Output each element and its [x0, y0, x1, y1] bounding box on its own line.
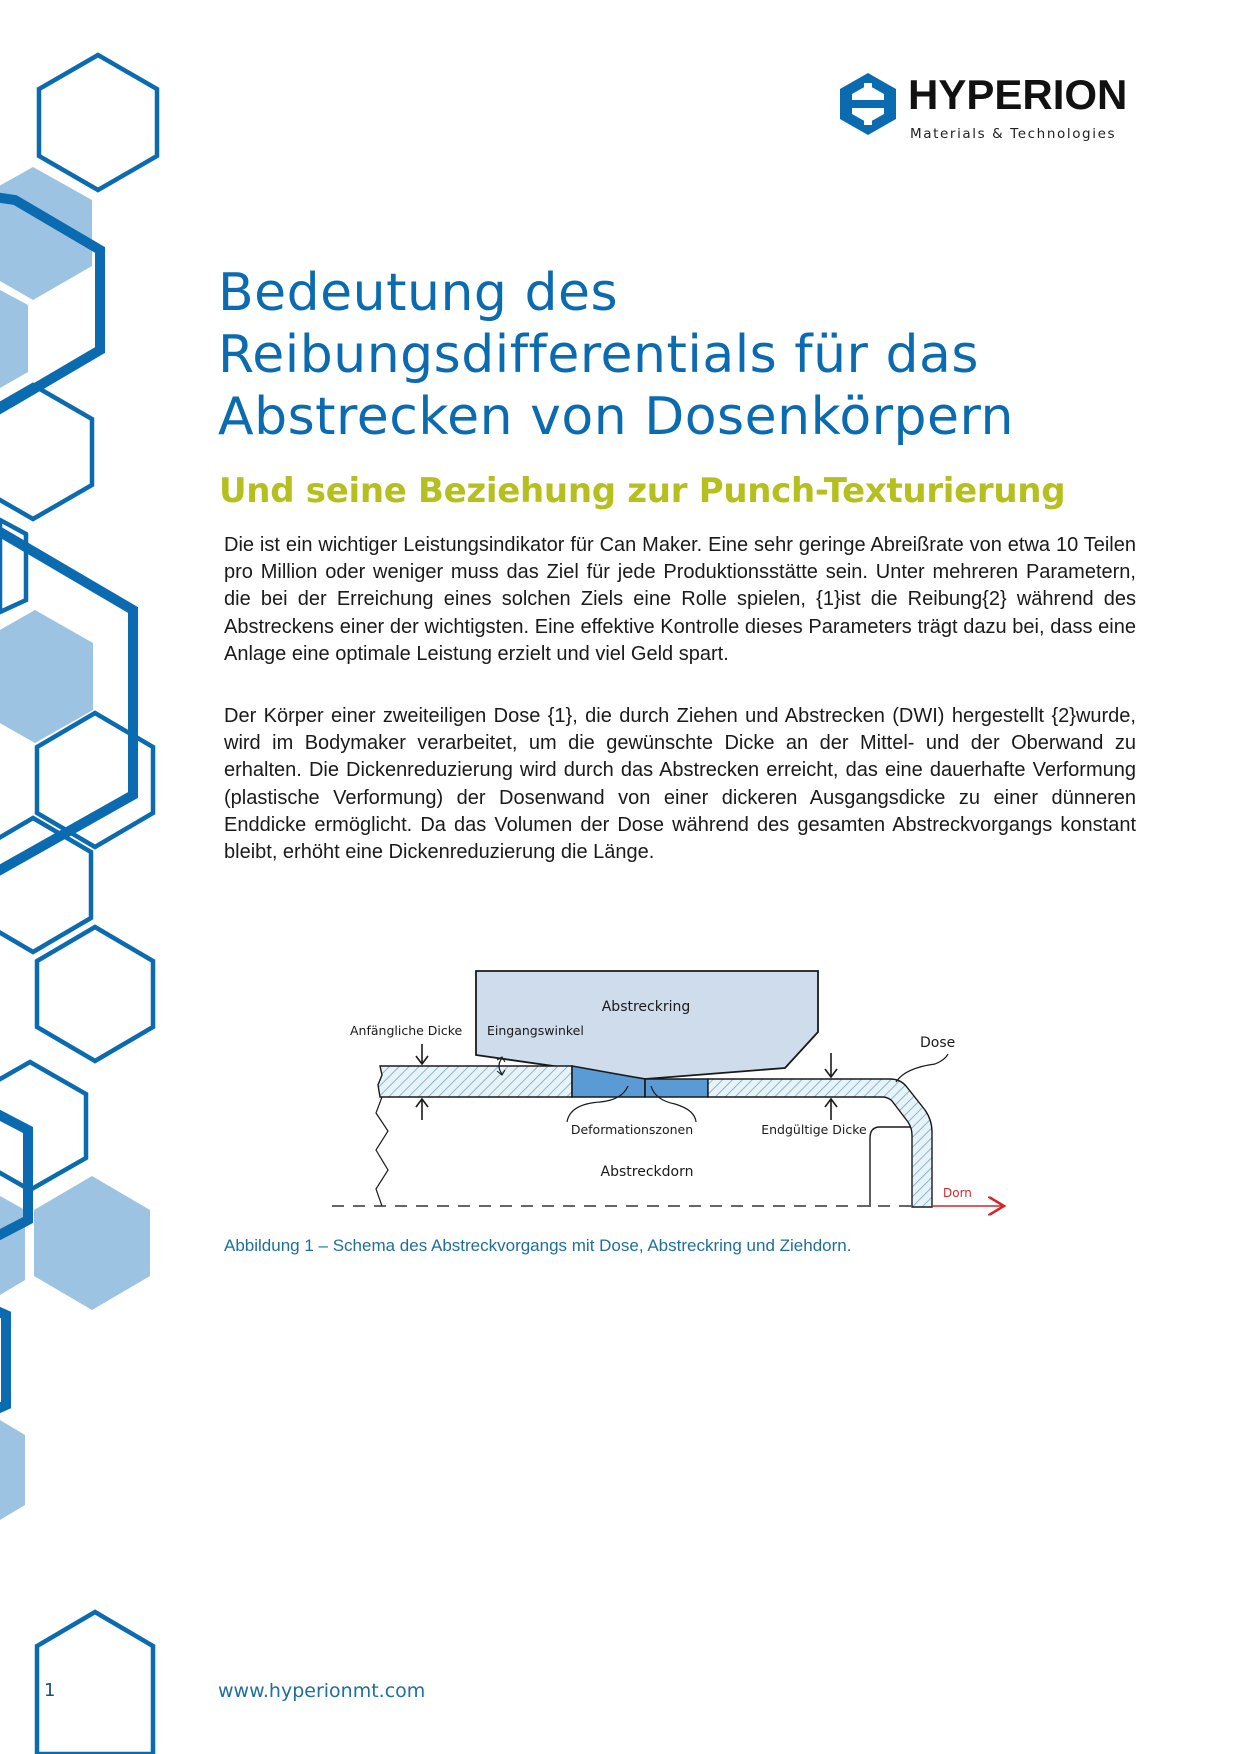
hyperion-logo [840, 70, 1140, 150]
can-wall-initial [378, 1066, 572, 1097]
website-link[interactable]: www.hyperionmt.com [218, 1680, 426, 1702]
label-deformation-zones: Deformationszonen [570, 1122, 694, 1137]
mandrel-outline [870, 1127, 911, 1207]
label-initial-thickness: Anfängliche Dicke [350, 1023, 463, 1038]
page-number: 1 [44, 1680, 56, 1701]
label-ring: Abstreckring [601, 999, 691, 1015]
body-paragraph-1: Die ist ein wichtiger Leistungsindikator für Can Maker. Eine sehr geringe Abreißrate von etwa 10 Teilen pro Million oder weniger muss das Ziel für jede Produktionsstätte sein. Unter mehreren Parametern, die bei der Erreichung eines solchen Ziels eine Rolle spielen, {1}ist die Reibung{2} während des Abstreckens einer der wichtigsten. Eine effektive Kontrolle dieses Parameters trägt dazu bei, dass eine Anlage eine optimale Leistung erzielt und viel Geld spart. [224, 534, 1136, 665]
deformation-zone-2 [645, 1079, 708, 1097]
body-paragraph-2: Der Körper einer zweiteiligen Dose {1}, die durch Ziehen und Abstrecken (DWI) hergestellt {2}wurde, wird im Bodymaker verarbeitet, um die gewünschte Dicke an der Mittel- und der Oberwand zu erhalten. Die Dickenreduzierung wird durch das Abstrecken erreicht, das eine dauerhafte Verformung (plastische Verformung) der Dosenwand von einer dickeren Ausgangsdicke zu einer dünneren Enddicke ermöglicht. Da das Volumen der Dose während des gesamten Abstreckvorgangs konstant bleibt, erhöht eine Dickenreduzierung die Länge. [224, 705, 1136, 864]
label-can: Dose [920, 1035, 956, 1051]
brand-tagline: Materials & Technologies [910, 126, 1117, 142]
break-line [376, 1097, 388, 1206]
label-mandrel: Abstreckdorn [600, 1164, 694, 1180]
title-line-3: Abstrecken von Dosenkörpern [218, 387, 1014, 447]
title-line-1: Bedeutung des [218, 263, 619, 323]
figure-caption: Abbildung 1 – Schema des Abstreckvorgangs mit Dose, Abstreckring und Ziehdorn. [224, 1236, 852, 1255]
label-entry-angle: Eingangswinkel [487, 1023, 584, 1038]
page-subtitle: Und seine Beziehung zur Punch-Texturierung [219, 471, 1066, 511]
hexagon-decoration [0, 0, 170, 1754]
title-line-2: Reibungsdifferentials für das [218, 325, 979, 385]
hyperion-hexagon-logo-icon [840, 73, 896, 135]
label-final-thickness: Endgültige Dicke [761, 1122, 867, 1137]
label-punch: Dorn [943, 1186, 972, 1200]
ironing-diagram [320, 960, 1020, 1220]
page-title [218, 262, 1148, 448]
can-wall-final [708, 1079, 932, 1207]
brand-name: HYPERION [908, 71, 1128, 118]
